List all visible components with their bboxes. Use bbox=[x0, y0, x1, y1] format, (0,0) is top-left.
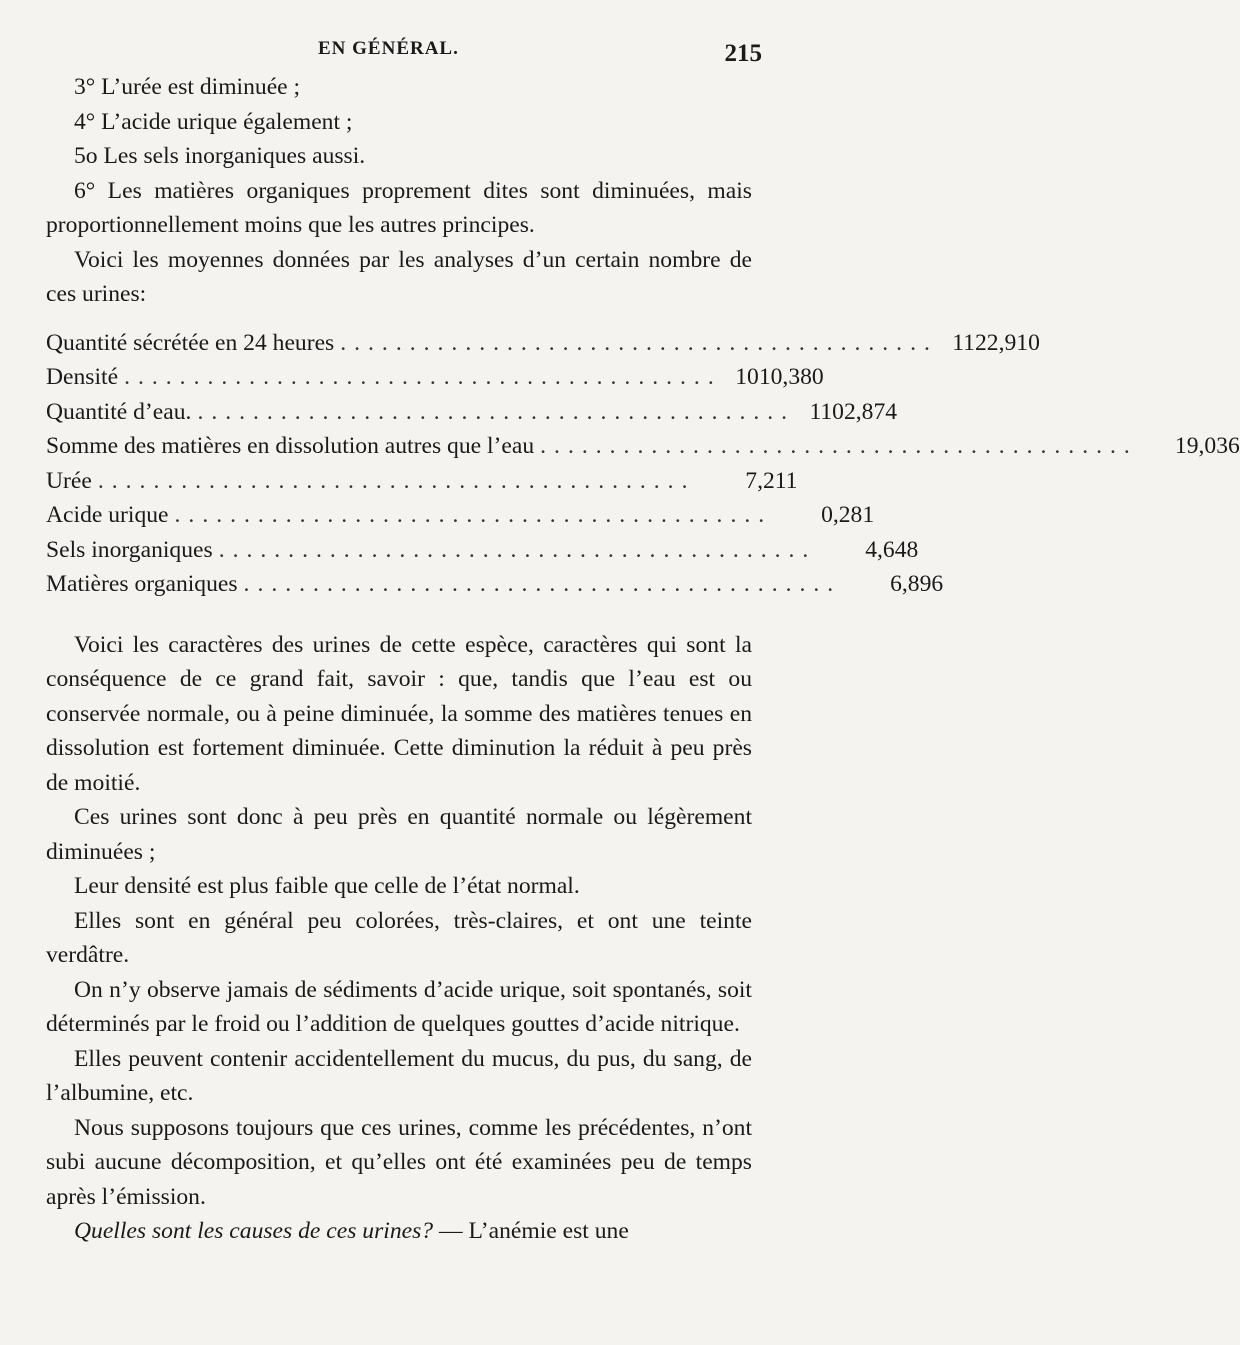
table-row bbox=[46, 567, 944, 602]
paragraph: Leur densité est plus faible que celle de l’état normal. bbox=[74, 873, 580, 899]
closing-text: — L’anémie est une bbox=[439, 1218, 629, 1244]
row-label: Somme des matières en dissolution autres que l’eau bbox=[46, 433, 535, 459]
paragraph: Ces urines sont donc à peu près en quantité normale ou légèrement diminuées ; bbox=[46, 804, 752, 865]
leader-dots: ........................................... bbox=[540, 433, 1138, 459]
table-intro: Voici les moyennes données par les analyses d’un certain nombre de ces urines: bbox=[46, 246, 752, 307]
row-value: 19,036 bbox=[1174, 433, 1240, 459]
paragraph: Nous supposons toujours que ces urines, comme les précédentes, n’ont subi aucune décomposition, et qu’elles ont été examinées peu de temps après l’émission. bbox=[46, 1114, 752, 1210]
list-item-5: 5o Les sels inorganiques aussi. bbox=[74, 143, 366, 169]
row-label: Quantité sécrétée en 24 heures bbox=[46, 329, 335, 356]
leader-dots: ........................................... bbox=[243, 571, 842, 597]
table-row bbox=[46, 326, 1040, 361]
row-value: 1122,910 bbox=[952, 329, 1040, 356]
row-value: 1010,380 bbox=[735, 364, 824, 390]
row-value: 6,896 bbox=[890, 571, 944, 597]
leader-dots: ........................................... bbox=[124, 364, 722, 390]
question-text: Quelles sont les causes de ces urines? bbox=[74, 1218, 434, 1244]
row-label: Matières organiques bbox=[46, 571, 238, 597]
analysis-table bbox=[46, 326, 1240, 602]
row-value: 0,281 bbox=[821, 502, 875, 528]
leader-dots: ........................................... bbox=[340, 329, 938, 356]
body-text bbox=[46, 70, 1240, 1249]
row-label: Quantité d’eau. bbox=[46, 398, 192, 425]
running-head: EN GÉNÉRAL. bbox=[318, 38, 459, 59]
table-row bbox=[46, 464, 798, 499]
paragraph: Voici les caractères des urines de cette espèce, caractères qui sont la conséquence de ce grand fait, savoir : que, tandis que l’eau est ou conservée normale, ou à peine diminuée, la somme des matières tenues en dissolution est fortement diminuée. Cette diminution la réduit à peu près de moitié. bbox=[46, 631, 752, 796]
leader-dots: ........................................... bbox=[218, 536, 817, 563]
row-label: Densité bbox=[46, 364, 119, 390]
list-item-4: 4° L’acide urique également ; bbox=[74, 108, 353, 135]
paragraph: Elles peuvent contenir accidentellement du mucus, du pus, du sang, de l’albumine, etc. bbox=[46, 1045, 752, 1106]
row-label: Acide urique bbox=[46, 502, 169, 528]
paragraph: On n’y observe jamais de sédiments d’acide urique, soit spontanés, soit déterminés par le froid ou l’addition de quelques gouttes d’acide nitrique. bbox=[46, 976, 752, 1037]
table-row bbox=[46, 395, 898, 430]
table-row bbox=[46, 498, 875, 533]
row-label: Urée bbox=[46, 467, 92, 494]
row-value: 4,648 bbox=[865, 536, 919, 563]
row-value: 1102,874 bbox=[809, 398, 898, 425]
page-number: 215 bbox=[724, 40, 762, 67]
leader-dots: ........................................... bbox=[197, 398, 796, 425]
leader-dots: ........................................... bbox=[97, 467, 696, 494]
leader-dots: ........................................... bbox=[174, 502, 773, 528]
row-label: Sels inorganiques bbox=[46, 536, 213, 563]
row-value: 7,211 bbox=[745, 467, 798, 494]
page-header bbox=[0, 38, 800, 74]
table-row bbox=[46, 533, 919, 568]
list-item-3: 3° L’urée est diminuée ; bbox=[74, 74, 301, 100]
table-row bbox=[46, 429, 1240, 464]
paragraph: Elles sont en général peu colorées, très-claires, et ont une teinte verdâtre. bbox=[46, 907, 752, 968]
list-item-6: 6° Les matières organiques proprement dites sont diminuées, mais proportionnellement moins que les autres principes. bbox=[46, 177, 752, 238]
closing-line bbox=[46, 1214, 752, 1249]
table-row bbox=[46, 360, 824, 395]
